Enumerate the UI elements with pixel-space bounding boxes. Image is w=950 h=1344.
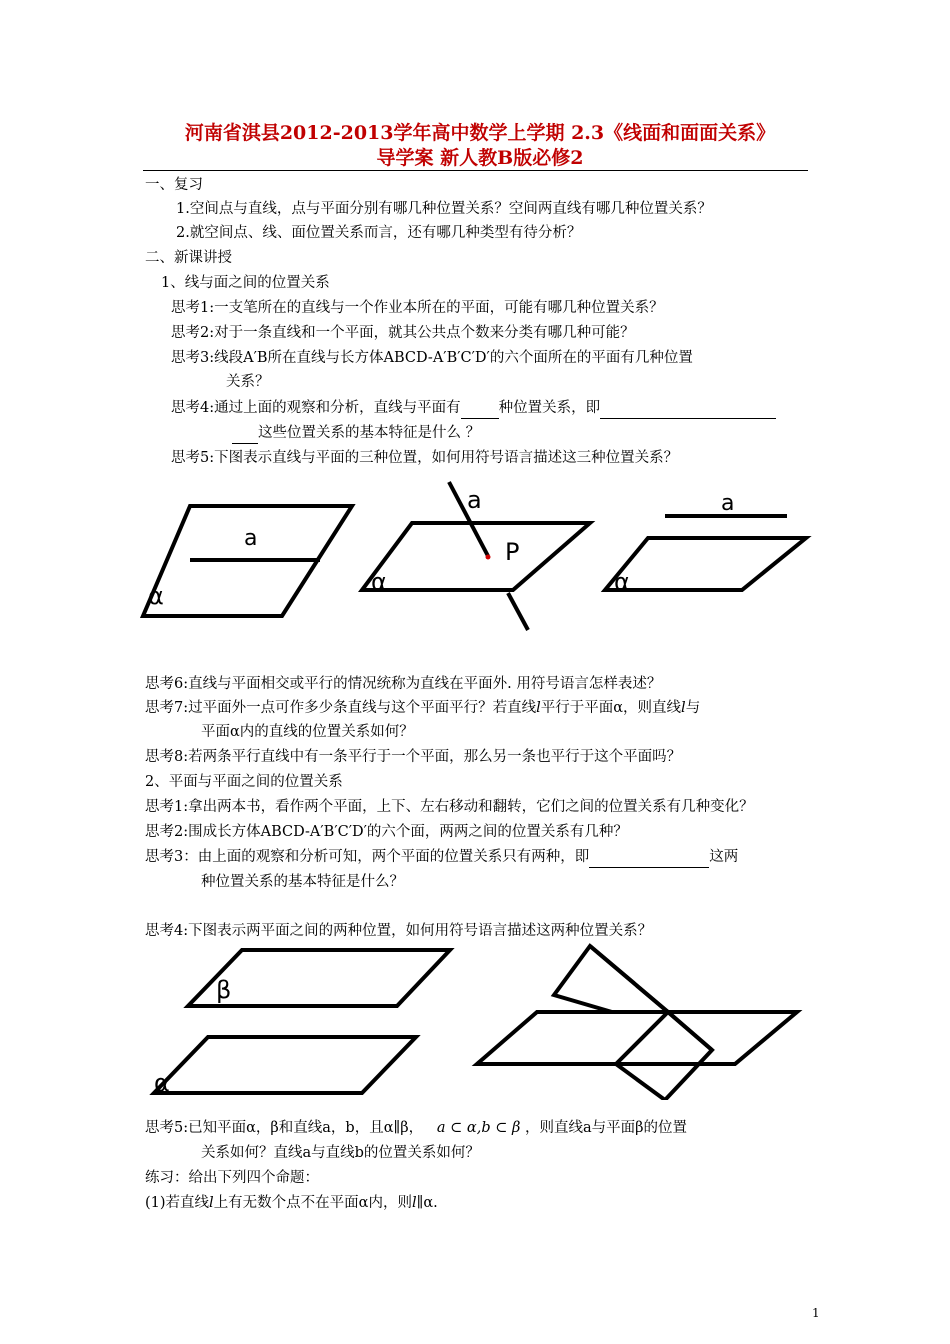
plane-think5-text-a: 思考5:已知平面α，β和直线a，b，且α∥β，	[145, 1120, 424, 1136]
plane-think3-line1	[145, 846, 738, 868]
think4-text-a: 思考4:通过上面的观察和分析，直线与平面有	[171, 400, 461, 416]
think4-blank-cont	[232, 427, 258, 444]
plane-tilted-edge	[668, 1012, 712, 1050]
think4-text-b: 种位置关系，即	[498, 400, 601, 416]
exercise-1-text-c: ∥α.	[416, 1195, 438, 1211]
think7-l-2: l	[681, 700, 686, 716]
think1: 思考1:一支笔所在的直线与一个作业本所在的平面，可能有哪几种位置关系？	[171, 300, 664, 316]
plane-tilted-upper	[554, 946, 668, 1012]
lecture-heading: 二、新课讲授	[145, 250, 232, 266]
label-a-3: a	[721, 491, 735, 516]
label-a-1: a	[244, 526, 258, 551]
review-heading: 一、复习	[145, 177, 203, 193]
label-a-2: a	[467, 486, 482, 514]
think7-line2: 平面α内的直线的位置关系如何？	[201, 724, 414, 740]
plane-think5-line2: 关系如何？直线a与直线b的位置关系如何？	[201, 1145, 480, 1161]
plane-think5-text-b: ，则直线a与平面β的位置	[524, 1120, 688, 1136]
figure-plane-plane	[120, 940, 810, 1100]
doc-title-line1: 河南省淇县2012-2013学年高中数学上学期 2.3《线面和面面关系》	[184, 122, 776, 144]
exercise-1-text-a: (1)若直线	[145, 1195, 210, 1211]
figure-line-plane	[130, 480, 820, 640]
plane-tilted-lower	[616, 1012, 712, 1100]
think5: 思考5:下图表示直线与平面的三种位置，如何用符号语言描述这三种位置关系？	[171, 450, 679, 466]
think7-text-c: 与	[685, 700, 701, 716]
think4-blank-count	[461, 402, 499, 419]
think2: 思考2:对于一条直线和一个平面，就其公共点个数来分类有哪几种可能？	[171, 325, 635, 341]
plane-horizontal	[477, 1012, 797, 1064]
think6: 思考6:直线与平面相交或平行的情况统称为直线在平面外. 用符号语言怎样表述？	[145, 676, 662, 692]
exercise-heading: 练习：给出下列四个命题：	[145, 1170, 319, 1186]
think7-line1	[145, 697, 700, 719]
doc-title-line2: 导学案 新人教B版必修2	[376, 147, 584, 169]
think3-line2: 关系？	[226, 374, 270, 390]
think8: 思考8:若两条平行直线中有一条平行于一个平面，那么另一条也平行于这个平面吗？	[145, 749, 682, 765]
plane-think3-text-a: 思考3：由上面的观察和分析可知，两个平面的位置关系只有两种，即	[145, 849, 590, 865]
review-q2: 2.就空间点、线、面位置关系而言，还有哪几种类型有待分析？	[176, 225, 582, 241]
exercise-1	[145, 1192, 438, 1214]
point-p	[486, 555, 491, 560]
exercise-1-l: l	[209, 1195, 214, 1211]
exercise-1-text-b: 上有无数个点不在平面α内，则	[213, 1195, 412, 1211]
think7-text-b: 平行于平面α，则直线	[540, 700, 682, 716]
think4-line1	[171, 397, 776, 419]
label-beta: β	[216, 976, 232, 1004]
section1-heading: 1、线与面之间的位置关系	[161, 275, 330, 291]
label-alpha-1: α	[148, 582, 164, 610]
plane-alpha-lower	[154, 1037, 416, 1093]
think3-line1: 思考3:线段A′B所在直线与长方体ABCD-A′B′C′D′的六个面所在的平面有几种位置	[171, 350, 693, 366]
plane-think5-math: a ⊂ α,b ⊂ β	[436, 1120, 521, 1136]
think7-l-1: l	[536, 700, 541, 716]
title-underline	[143, 170, 808, 171]
plane-think3-blank	[589, 851, 709, 868]
plane-alpha-3	[605, 538, 806, 590]
think4-blank-list	[600, 402, 776, 419]
plane-think5-line1	[145, 1117, 687, 1139]
plane-think4: 思考4:下图表示两平面之间的两种位置，如何用符号语言描述这两种位置关系？	[145, 923, 653, 939]
line-a-lower	[508, 593, 528, 630]
exercise-1-l2: l	[411, 1195, 417, 1211]
think4-line2	[232, 422, 480, 444]
plane-think3-line2: 种位置关系的基本特征是什么？	[201, 874, 404, 890]
label-alpha-2: α	[371, 568, 387, 596]
think4-text-c: 这些位置关系的基本特征是什么 ？	[258, 425, 481, 441]
review-q1: 1.空间点与直线，点与平面分别有哪几种位置关系？空间两直线有哪几种位置关系？	[176, 201, 712, 217]
plane-think2: 思考2:围成长方体ABCD-A′B′C′D′的六个面，两两之间的位置关系有几种？	[145, 824, 628, 840]
label-p: P	[505, 538, 520, 566]
page-number: 1	[812, 1306, 820, 1320]
label-alpha-3: α	[614, 568, 630, 596]
think7-text-a: 思考7:过平面外一点可作多少条直线与这个平面平行？若直线	[145, 700, 537, 716]
plane-tilted-join	[590, 946, 668, 1012]
plane-think1: 思考1:拿出两本书，看作两个平面，上下、左右移动和翻转，它们之间的位置关系有几种变化？	[145, 799, 754, 815]
label-alpha-lower: α	[154, 1069, 170, 1097]
section2-heading: 2、平面与平面之间的位置关系	[145, 774, 343, 790]
plane-think3-text-b: 这两	[709, 849, 739, 865]
